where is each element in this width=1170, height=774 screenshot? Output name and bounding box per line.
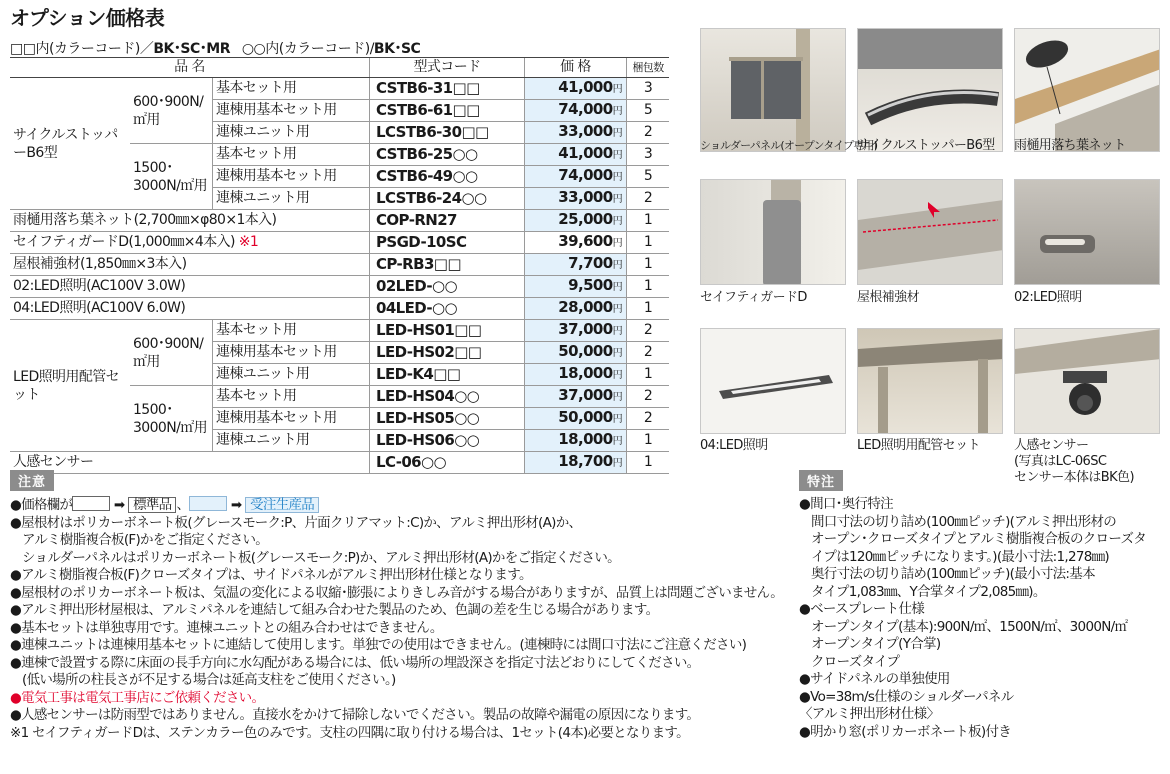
led-pipe-set-image (858, 329, 1003, 434)
header-name: 品 名 (10, 58, 370, 78)
caption-led-pipe-set: LED照明用配管セット (857, 438, 980, 453)
row-qty: 1 (627, 298, 670, 320)
row-code: LCSTB6-24○○ (370, 188, 525, 210)
legend-square-code: BK･SC･MR (153, 41, 230, 57)
notes-section (10, 496, 783, 742)
spec-line: ●間口･奥行特注 (799, 496, 893, 512)
row-code: PSGD-10SC (370, 232, 525, 254)
page-title: オプション価格表 (10, 6, 165, 30)
row-price: 39,600円 (525, 232, 627, 254)
legend-circle-code: BK･SC (373, 41, 421, 57)
caption-motion-sensor-note2: センサー本体はBK色) (1014, 470, 1134, 485)
row-code: LED-K4□□ (370, 364, 525, 386)
row-code: LC-06○○ (370, 452, 525, 474)
led04-image (701, 329, 846, 434)
row-qty: 1 (627, 254, 670, 276)
row-code: 02LED-○○ (370, 276, 525, 298)
special-order-section (799, 496, 1164, 741)
row-qty: 1 (627, 210, 670, 232)
row-price: 37,000円 (525, 320, 627, 342)
row-qty: 2 (627, 122, 670, 144)
row-qty: 3 (627, 144, 670, 166)
row-full-name: 02:LED照明(AC100V 3.0W) (10, 276, 370, 298)
row-qty: 1 (627, 276, 670, 298)
spec-line: ●ベースプレート仕様 (799, 601, 925, 617)
table-row (10, 210, 669, 232)
made-to-order-swatch (189, 496, 227, 511)
caption-cycle-stopper: サイクルストッパーB6型 (857, 138, 995, 153)
legend-circle: ○○内(カラーコード)/ (241, 41, 374, 57)
legend-square: □□内(カラーコード)／ (10, 41, 154, 57)
row-spec: 600･900N/㎡用 (130, 320, 213, 386)
row-full-name: 人感センサー (10, 452, 370, 474)
caption-motion-sensor-note1: (写真はLC-06SC (1014, 454, 1107, 469)
row-code: CSTB6-25○○ (370, 144, 525, 166)
row-qty: 1 (627, 232, 670, 254)
spec-line: 間口寸法の切り詰め(100㎜ピッチ)(アルミ押出形材の (811, 513, 1117, 530)
cycle-stopper-photo (857, 28, 1003, 152)
spec-line: オープンタイプ(Y合掌) (811, 636, 941, 652)
cycle-stopper-image (858, 29, 1003, 152)
spec-line: 〈アルミ押出形材仕様〉 (799, 706, 940, 722)
made-to-order-label: 受注生産品 (245, 497, 319, 513)
led04-photo (700, 328, 846, 434)
row-qty: 2 (627, 320, 670, 342)
special-order-tag: 特注 (799, 470, 843, 491)
spec-line: ●明かり窓(ポリカーボネート板)付き (799, 723, 1012, 740)
row-price: 74,000円 (525, 166, 627, 188)
note-roof-material-2: アルミ樹脂複合板(F)かをご指定ください。 (22, 532, 269, 548)
row-sub: 基本セット用 (213, 78, 370, 100)
row-price: 33,000円 (525, 188, 627, 210)
led02-photo (1014, 179, 1160, 285)
led02-image (1015, 180, 1160, 285)
row-code: CSTB6-31□□ (370, 78, 525, 100)
row-sub: 連棟用基本セット用 (213, 408, 370, 430)
note-polycarbonate: ●屋根材のポリカーボネート板は、気温の変化による収縮･膨張によりきしみ音がする場合がありますが、品質上は問題ございません。 (10, 584, 784, 601)
table-row (10, 232, 669, 254)
row-qty: 2 (627, 386, 670, 408)
color-code-legend (10, 38, 420, 58)
row-sub: 連棟用基本セット用 (213, 166, 370, 188)
row-price: 41,000円 (525, 144, 627, 166)
safety-guard-image (701, 180, 846, 285)
row-qty: 1 (627, 430, 670, 452)
led-pipe-set-photo (857, 328, 1003, 434)
row-spec: 600･900N/㎡用 (130, 78, 213, 144)
note-sensor: ●人感センサーは防雨型ではありません。直接水をかけて掃除しないでください。製品の故障や漏電の原因になります。 (10, 707, 700, 723)
note-safety-guard: ※1 セイフティガードDは、ステンカラー色のみです。支柱の四隅に取り付ける場合は、1セット(4本)必要となります。 (10, 724, 689, 741)
note-roof-material: ●屋根材はポリカーボネート板(グレースモーク:P、片面クリアマット:C)か、アルミ押出形材(A)か、 (10, 514, 582, 531)
motion-sensor-image (1015, 329, 1160, 434)
table-header (10, 58, 669, 78)
footnote-mark: ※1 (238, 234, 259, 250)
table-row (10, 298, 669, 320)
caption-led04: 04:LED照明 (700, 438, 768, 453)
caption-roof-reinforcement: 屋根補強材 (857, 290, 920, 305)
row-price: 7,700円 (525, 254, 627, 276)
leaf-net-image (1015, 29, 1160, 152)
caption-leaf-net: 雨樋用落ち葉ネット (1014, 138, 1126, 153)
notes-tag: 注意 (10, 470, 54, 491)
note-shoulder-panel: ショルダーパネルはポリカーボネート板(グレースモーク:P)か、アルミ押出形材(A)かをご指定ください。 (22, 549, 620, 566)
row-full-name: 雨樋用落ち葉ネット(2,700㎜×φ80×1本入) (10, 210, 370, 232)
row-full-name: セイフティガードD(1,000㎜×4本入) ※1 (10, 232, 370, 254)
table-row (10, 452, 669, 474)
row-code: 04LED-○○ (370, 298, 525, 320)
row-qty: 1 (627, 364, 670, 386)
standard-label: 標準品 (128, 497, 176, 513)
standard-swatch (72, 496, 110, 511)
spec-line: ●Vo=38m/s仕様のショルダーパネル (799, 688, 1014, 705)
shoulder-panel-image (701, 29, 846, 152)
row-qty: 5 (627, 100, 670, 122)
row-price: 50,000円 (525, 408, 627, 430)
row-code: CSTB6-61□□ (370, 100, 525, 122)
row-price: 28,000円 (525, 298, 627, 320)
row-sub: 基本セット用 (213, 386, 370, 408)
row-price: 41,000円 (525, 78, 627, 100)
row-price: 25,000円 (525, 210, 627, 232)
row-name: サイクルストッパーB6型 (10, 78, 130, 210)
row-price: 18,000円 (525, 364, 627, 386)
row-full-name: 04:LED照明(AC100V 6.0W) (10, 298, 370, 320)
note-electrical: ●電気工事は電気工事店にご依頼ください。 (10, 689, 265, 706)
row-code: LED-HS02□□ (370, 342, 525, 364)
row-price: 50,000円 (525, 342, 627, 364)
row-qty: 5 (627, 166, 670, 188)
row-qty: 2 (627, 188, 670, 210)
row-code: LCSTB6-30□□ (370, 122, 525, 144)
row-code: LED-HS05○○ (370, 408, 525, 430)
row-qty: 3 (627, 78, 670, 100)
table-row (10, 254, 669, 276)
spec-line: オープンタイプ(基本):900N/㎡、1500N/㎡、3000N/㎡ (811, 618, 1128, 635)
row-name: LED照明用配管セット (10, 320, 130, 452)
safety-guard-photo (700, 179, 846, 285)
note-aluminum-color: ●アルミ押出形材屋根は、アルミパネルを連結して組み合わせた製品のため、色調の差を生じる場合があります。 (10, 602, 659, 618)
header-price: 価 格 (525, 58, 627, 78)
note-slope: ●連棟で設置する際に床面の長手方向に水勾配がある場合には、低い場所の埋設深さを指定寸法どおりにしてください。 (10, 654, 700, 671)
row-qty: 2 (627, 408, 670, 430)
row-sub: 基本セット用 (213, 320, 370, 342)
note-slope-2: (低い場所の柱長さが不足する場合は延高支柱をご使用ください。) (22, 672, 396, 688)
leaf-net-photo (1014, 28, 1160, 152)
row-price: 18,700円 (525, 452, 627, 474)
table-row (10, 276, 669, 298)
row-sub: 基本セット用 (213, 144, 370, 166)
row-qty: 1 (627, 452, 670, 474)
row-price: 33,000円 (525, 122, 627, 144)
spec-line: オープン･クローズタイプとアルミ樹脂複合板のクローズタ (811, 531, 1147, 547)
row-price: 9,500円 (525, 276, 627, 298)
note-price-legend: ●価格欄が ➡ 標準品 、 ➡ 受注生産品 (10, 496, 783, 515)
row-sub: 連棟用基本セット用 (213, 100, 370, 122)
caption-led02: 02:LED照明 (1014, 290, 1082, 305)
spec-line: ●サイドパネルの単独使用 (799, 671, 950, 687)
option-price-table (10, 57, 669, 474)
row-full-name: 屋根補強材(1,850㎜×3本入) (10, 254, 370, 276)
caption-safety-guard: セイフティガードD (700, 290, 807, 305)
note-composite-close: ●アルミ樹脂複合板(F)クローズタイプは、サイドパネルがアルミ押出形材仕様となります。 (10, 567, 532, 583)
spec-line: クローズタイプ (811, 653, 900, 670)
row-code: CSTB6-49○○ (370, 166, 525, 188)
table-row (10, 320, 669, 342)
row-sub: 連棟用基本セット用 (213, 342, 370, 364)
row-spec: 1500･3000N/㎡用 (130, 386, 213, 452)
spec-line: タイプ1,083㎜、Y合掌タイプ2,085㎜)。 (811, 583, 1046, 600)
motion-sensor-photo (1014, 328, 1160, 434)
row-qty: 2 (627, 342, 670, 364)
row-sub: 連棟ユニット用 (213, 122, 370, 144)
row-spec: 1500･3000N/㎡用 (130, 144, 213, 210)
roof-reinforcement-photo (857, 179, 1003, 285)
spec-line: イプは120㎜ピッチになります。)(最小寸法:1,278㎜) (811, 548, 1109, 565)
row-sub: 連棟ユニット用 (213, 430, 370, 452)
note-unit: ●連棟ユニットは連棟用基本セットに連結して使用します。単独での使用はできません。(連棟時には間口寸法にご注意ください) (10, 637, 747, 653)
roof-reinforcement-image (858, 180, 1003, 285)
spec-line: 奥行寸法の切り詰め(100㎜ピッチ)(最小寸法:基本 (811, 566, 1095, 582)
row-price: 18,000円 (525, 430, 627, 452)
row-code: LED-HS06○○ (370, 430, 525, 452)
product-photo-grid (700, 28, 1160, 488)
note-basic-set: ●基本セットは単独専用です。連棟ユニットとの組み合わせはできません。 (10, 619, 443, 636)
row-sub: 連棟ユニット用 (213, 364, 370, 386)
caption-motion-sensor: 人感センサー (1014, 438, 1089, 453)
row-price: 37,000円 (525, 386, 627, 408)
row-sub: 連棟ユニット用 (213, 188, 370, 210)
shoulder-panel-photo (700, 28, 846, 152)
row-code: COP-RN27 (370, 210, 525, 232)
row-code: LED-HS01□□ (370, 320, 525, 342)
header-code: 型式コード (370, 58, 525, 78)
row-code: CP-RB3□□ (370, 254, 525, 276)
table-row (10, 78, 669, 100)
row-price: 74,000円 (525, 100, 627, 122)
row-code: LED-HS04○○ (370, 386, 525, 408)
caption-shoulder-panel: ショルダーパネル(オープンタイプ専用) (700, 139, 878, 152)
header-qty: 梱包数 (627, 58, 670, 78)
